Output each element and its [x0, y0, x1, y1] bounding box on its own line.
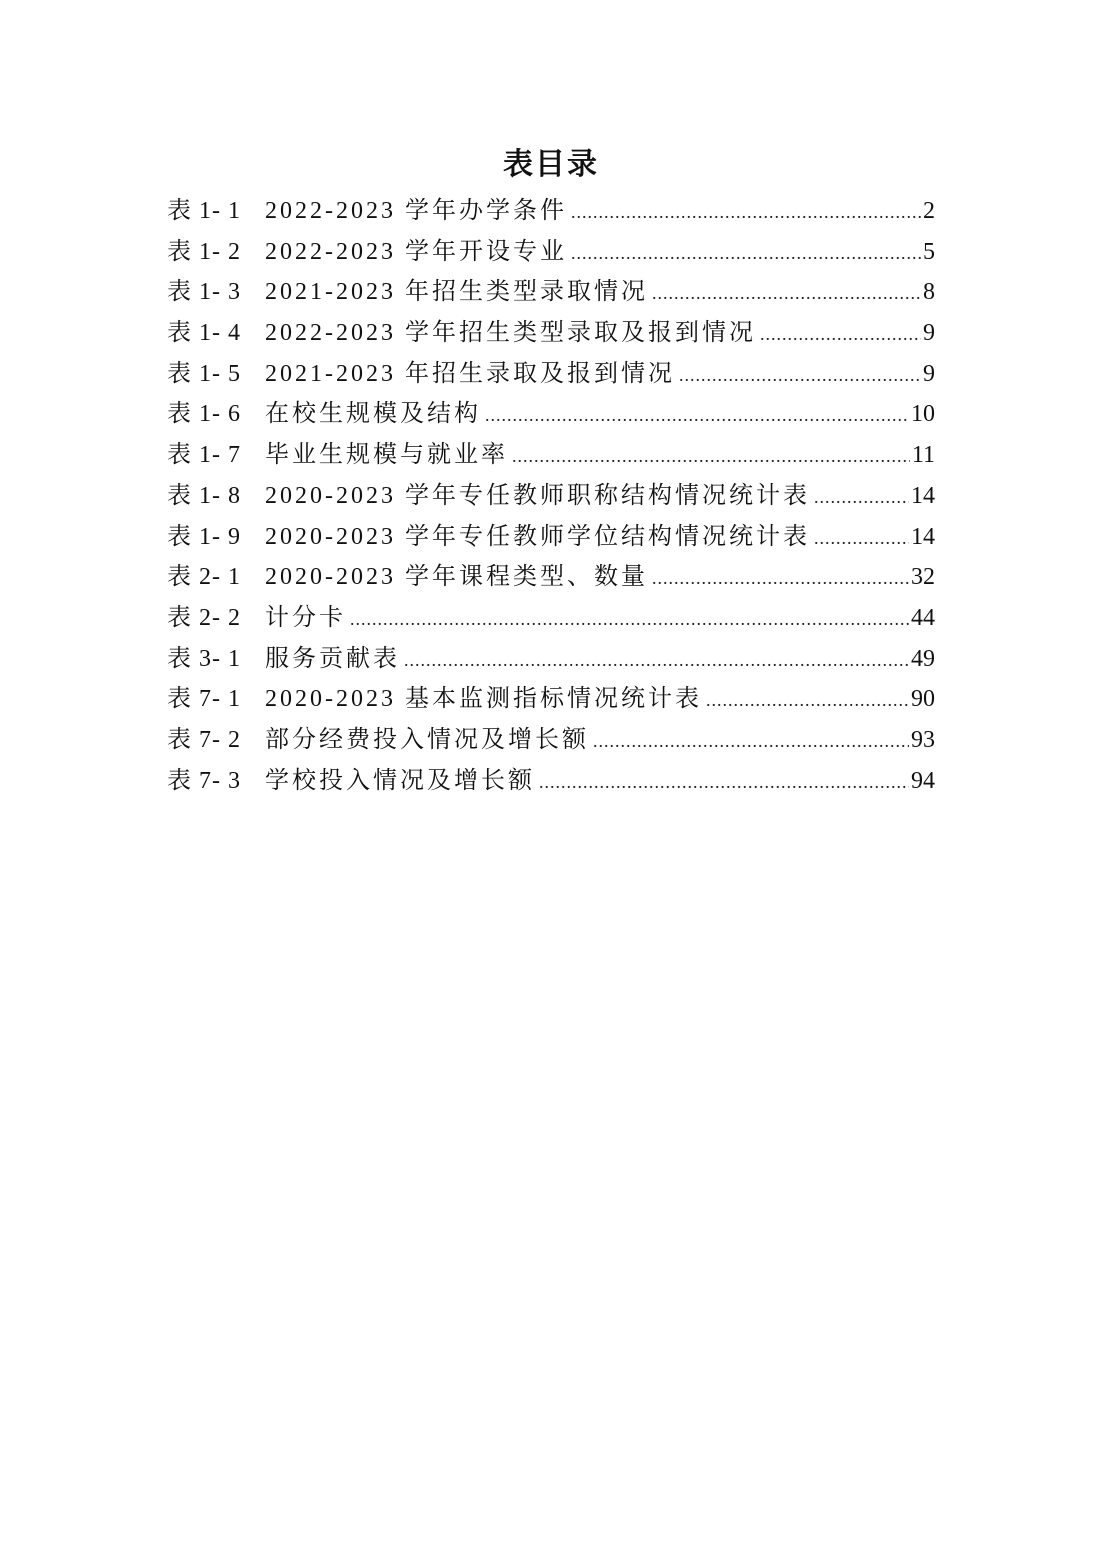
- entry-page-number: 94: [911, 767, 935, 794]
- entry-page-number: 49: [911, 645, 935, 672]
- dot-leader: [679, 355, 921, 395]
- entry-label: 表 2- 1: [167, 564, 241, 591]
- entry-label: 表 2- 2: [167, 604, 241, 631]
- toc-entry[interactable]: [167, 191, 935, 232]
- entry-title: 服务贡献表: [265, 645, 400, 672]
- dot-leader: [404, 640, 909, 680]
- dot-leader: [485, 395, 909, 435]
- toc-entry[interactable]: [167, 232, 935, 273]
- toc-entry[interactable]: [167, 394, 935, 435]
- toc-entry[interactable]: [167, 435, 935, 476]
- toc-entry[interactable]: [167, 639, 935, 680]
- entry-title: 2021-2023 年招生录取及报到情况: [265, 360, 675, 387]
- dot-leader: [539, 762, 909, 802]
- entry-label: 表 7- 2: [167, 726, 241, 753]
- entry-label: 表 1- 7: [167, 442, 241, 469]
- dot-leader: [814, 477, 909, 517]
- entry-title: 2022-2023 学年招生类型录取及报到情况: [265, 320, 756, 347]
- table-of-contents-list: [167, 191, 935, 801]
- entry-label: 表 1- 9: [167, 523, 241, 550]
- dot-leader: [652, 558, 909, 598]
- entry-page-number: 93: [911, 726, 935, 753]
- entry-label: 表 3- 1: [167, 645, 241, 672]
- dot-leader: [350, 599, 909, 639]
- dot-leader: [760, 314, 921, 354]
- toc-entry[interactable]: [167, 313, 935, 354]
- entry-label: 表 1- 6: [167, 401, 241, 428]
- dot-leader: [814, 518, 909, 558]
- toc-entry[interactable]: [167, 272, 935, 313]
- entry-page-number: 8: [923, 279, 935, 306]
- dot-leader: [706, 680, 909, 720]
- toc-entry[interactable]: [167, 517, 935, 558]
- entry-page-number: 9: [923, 360, 935, 387]
- entry-page-number: 10: [911, 401, 935, 428]
- dot-leader: [593, 721, 909, 761]
- entry-title: 2021-2023 年招生类型录取情况: [265, 279, 648, 306]
- entry-page-number: 5: [923, 238, 935, 265]
- entry-title: 2022-2023 学年办学条件: [265, 198, 567, 224]
- page-title: 表目录: [503, 148, 599, 181]
- entry-title: 2020-2023 学年课程类型、数量: [265, 564, 648, 591]
- entry-label: 表 1- 4: [167, 320, 241, 347]
- entry-label: 表 1- 5: [167, 360, 241, 387]
- entry-title: 部分经费投入情况及增长额: [265, 726, 589, 753]
- entry-label: 表 1- 2: [167, 238, 241, 265]
- entry-title: 学校投入情况及增长额: [265, 767, 535, 794]
- dot-leader: [652, 273, 921, 313]
- entry-title: 毕业生规模与就业率: [265, 442, 508, 469]
- entry-label: 表 7- 1: [167, 686, 241, 713]
- toc-entry[interactable]: [167, 720, 935, 761]
- entry-title: 在校生规模及结构: [265, 401, 481, 428]
- entry-title: 计分卡: [265, 604, 346, 631]
- entry-page-number: 14: [911, 523, 935, 550]
- entry-label: 表 1- 8: [167, 482, 241, 509]
- entry-title: 2020-2023 学年专任教师学位结构情况统计表: [265, 523, 810, 550]
- dot-leader: [571, 233, 921, 273]
- entry-page-number: 90: [911, 686, 935, 713]
- entry-label: 表 1- 3: [167, 279, 241, 306]
- entry-page-number: 2: [923, 198, 935, 224]
- entry-page-number: 14: [911, 482, 935, 509]
- entry-title: 2020-2023 学年专任教师职称结构情况统计表: [265, 482, 810, 509]
- entry-label: 表 7- 3: [167, 767, 241, 794]
- entry-title: 2020-2023 基本监测指标情况统计表: [265, 686, 702, 713]
- entry-label: 表 1- 1: [167, 198, 241, 224]
- toc-entry[interactable]: [167, 557, 935, 598]
- toc-entry[interactable]: [167, 679, 935, 720]
- toc-entry[interactable]: [167, 761, 935, 802]
- toc-entry[interactable]: [167, 354, 935, 395]
- dot-leader: [571, 192, 921, 232]
- entry-title: 2022-2023 学年开设专业: [265, 238, 567, 265]
- entry-page-number: 11: [911, 442, 935, 469]
- toc-entry[interactable]: [167, 476, 935, 517]
- toc-entry[interactable]: [167, 598, 935, 639]
- entry-page-number: 32: [911, 564, 935, 591]
- entry-page-number: 44: [911, 604, 935, 631]
- dot-leader: [512, 436, 910, 476]
- entry-page-number: 9: [923, 320, 935, 347]
